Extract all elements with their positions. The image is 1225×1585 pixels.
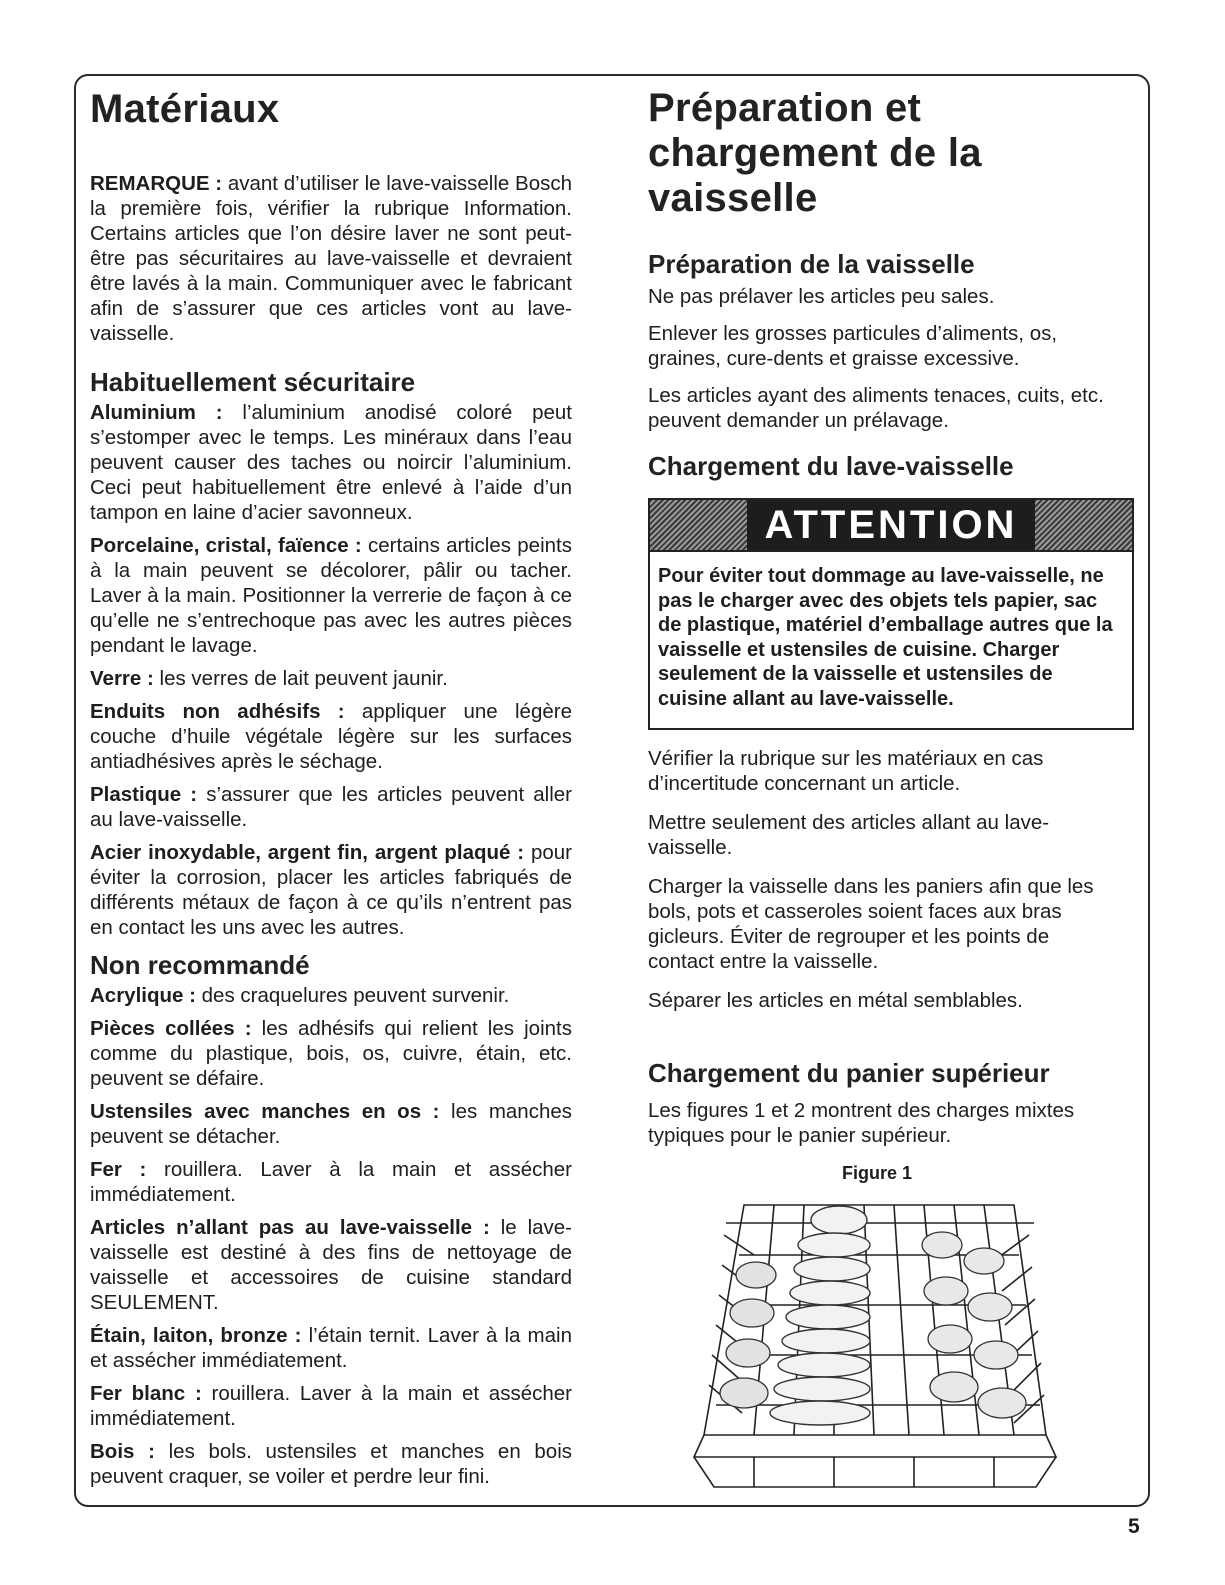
paragraph: Charger la vaisselle dans les paniers afin que les bols, pots et casseroles soient faces aux bras gicleurs. Éviter de regrouper et les points de contact entre la vaisselle.	[648, 875, 1094, 973]
list-item: Acier inoxydable, argent fin, argent plaqué : pour éviter la corrosion, placer les articles fabriqués de différents métaux de façon à ce qu’ils n’entrent pas en contact les uns avec les autres.	[90, 841, 572, 939]
list-item: Articles n’allant pas au lave-vaisselle : le lave-vaisselle est destiné à des fins de nettoyage de vaisselle et accessoires de cuisine standard SEULEMENT.	[90, 1216, 572, 1314]
paragraph: Enlever les grosses particules d’aliments, os, graines, cure-dents et graisse excessive.	[648, 322, 1058, 370]
list-item: Fer : rouillera. Laver à la main et assécher immédiatement.	[90, 1158, 572, 1206]
prep-paragraphs	[648, 284, 1108, 433]
list-item: Enduits non adhésifs : appliquer une légère couche d’huile végétale légère sur les surfaces antiadhésives après le séchage.	[90, 700, 572, 773]
list-item: Acrylique : des craquelures peuvent survenir.	[90, 984, 510, 1007]
not-recommended-list	[90, 983, 572, 1489]
paragraph: Les articles ayant des aliments tenaces, cuits, etc. peuvent demander un prélavage.	[648, 384, 1104, 432]
list-item: Ustensiles avec manches en os : les manches peuvent se détacher.	[90, 1100, 573, 1148]
load-heading: Chargement du lave-vaisselle	[648, 451, 1014, 481]
paragraph: Ne pas prélaver les articles peu sales.	[648, 285, 995, 308]
list-item: Verre : les verres de lait peuvent jaunir.	[90, 667, 448, 690]
list-item: Fer blanc : rouillera. Laver à la main et assécher immédiatement.	[90, 1382, 572, 1430]
upper-rack-heading: Chargement du panier supérieur	[648, 1058, 1050, 1088]
upper-rack-paragraph: Les figures 1 et 2 montrent des charges mixtes typiques pour le panier supérieur.	[648, 1099, 1075, 1147]
list-item: Étain, laiton, bronze : l’étain ternit. Laver à la main et assécher immédiatement.	[90, 1324, 572, 1372]
paragraph: Mettre seulement des articles allant au lave-vaisselle.	[648, 811, 1050, 859]
attention-label: ATTENTION	[747, 500, 1036, 550]
list-item: Pièces collées : les adhésifs qui relient les joints comme du plastique, bois, os, cuivre, étain, etc. peuvent se défaire.	[90, 1017, 572, 1090]
safe-heading: Habituellement sécuritaire	[90, 367, 416, 397]
safe-list	[90, 400, 572, 940]
page-number: 5	[1128, 1515, 1140, 1538]
paragraph: Vérifier la rubrique sur les matériaux en cas d’incertitude concernant un article.	[648, 747, 1044, 795]
list-item: Porcelaine, cristal, faïence : certains articles peints à la main peuvent se décolorer, pâlir ou tacher. Laver à la main. Positionner la verrerie de façon à ce qu’elle ne s’entrechoque pas avec les autres pièces pendant le lavage.	[90, 534, 572, 657]
paragraph: Séparer les articles en métal semblables.	[648, 989, 1023, 1012]
note-label: REMARQUE :	[90, 172, 223, 195]
list-item: Plastique : s’assurer que les articles peuvent aller au lave-vaisselle.	[90, 783, 572, 831]
materials-title: Matériaux	[90, 87, 280, 131]
note-paragraph: REMARQUE : avant d’utiliser le lave-vaisselle Bosch la première fois, vérifier la rubrique Information. Certains articles que l’on désire laver ne sont peut-être pas sécuritaires au lave-vaisselle et devraient être lavés à la main. Communiquer avec le fabricant afin de s’assurer que ces articles vont au lave-vaisselle.	[90, 172, 572, 345]
upper-rack-figure	[684, 1195, 1066, 1493]
not-recommended-heading: Non recommandé	[90, 950, 310, 980]
attention-box	[648, 498, 1134, 730]
list-item: Aluminium : l’aluminium anodisé coloré peut s’estomper avec le temps. Les minéraux dans l’eau peuvent causer des taches ou noircir l’aluminium. Ceci peut habituellement être enlevé à l’aide d’un tampon en laine d’acier savonneux.	[90, 401, 572, 524]
attention-text: Pour éviter tout dommage au lave-vaisselle, ne pas le charger avec des objets tels papier, sac de plastique, matériel d’emballage autres que la vaisselle et ustensiles de cuisine. Charger seulement de la vaisselle et ustensiles de cuisine allant au lave-vaisselle.	[658, 565, 1113, 710]
prep-heading: Préparation de la vaisselle	[648, 249, 975, 279]
list-item: Bois : les bols. ustensiles et manches en bois peuvent craquer, se voiler et perdre leur fini.	[90, 1440, 572, 1488]
attention-header	[650, 500, 1132, 552]
load-paragraphs	[648, 746, 1118, 1013]
preparation-title: Préparation et chargement de la vaisselle	[648, 86, 982, 220]
figure-label: Figure 1	[842, 1163, 913, 1183]
